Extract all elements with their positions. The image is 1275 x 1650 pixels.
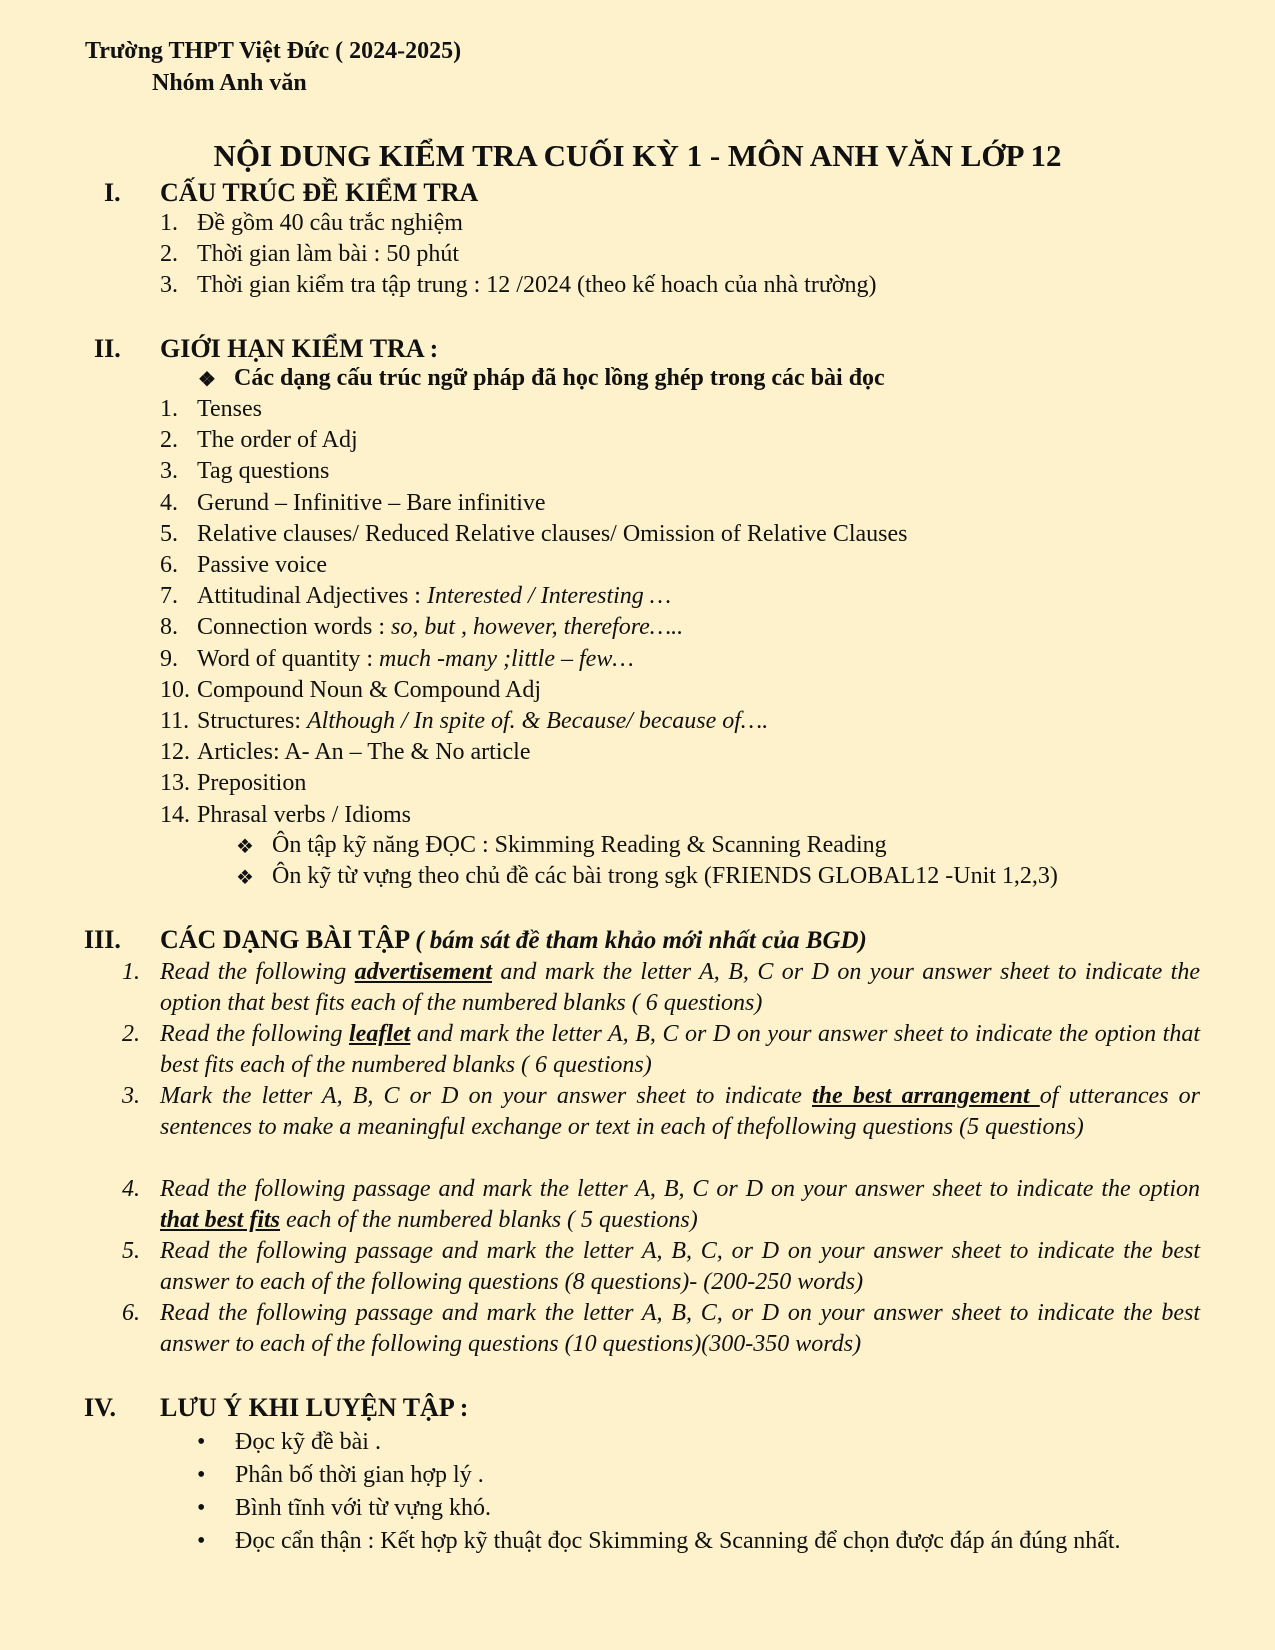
item-text-plain: Relative clauses/ Reduced Relative clauses/ Omission of Relative Clauses (197, 520, 908, 547)
tip-text: Bình tĩnh với từ vựng khó. (235, 1495, 492, 1521)
item-text-plain: Attitudinal Adjectives : (197, 583, 427, 610)
item-text-plain: Phrasal verbs / Idioms (197, 801, 411, 828)
item-emphasis: the best arrangement (812, 1083, 1040, 1109)
item-number: 6. (122, 1300, 140, 1326)
exercise-item (122, 1081, 1200, 1143)
diamond-bullet-icon: ❖ (236, 836, 254, 858)
item-text (197, 677, 541, 704)
extra-text: Ôn tập kỹ năng ĐỌC : Skimming Reading & Scanning Reading (272, 832, 887, 858)
item-text (197, 802, 411, 829)
item-text-plain: Gerund – Infinitive – Bare infinitive (197, 489, 546, 516)
item-text (197, 739, 530, 766)
item-text (160, 1174, 1200, 1236)
item-emphasis: leaflet (349, 1021, 411, 1047)
item-emphasis: advertisement (354, 959, 492, 985)
item-text-part: Read the following passage and mark the letter A, B, C, or D on your answer sheet to indicate the best answer to each of the following questions (10 questions)(300-350 words) (160, 1300, 1200, 1357)
item-text-plain: Word of quantity : (197, 645, 380, 672)
item-text (197, 708, 768, 735)
item-number: 5. (122, 1238, 140, 1264)
section-label-note: ( bám sát đề tham khảo mới nhất của BGD) (415, 927, 867, 954)
exercise-item (122, 1019, 1200, 1081)
item-number: 10. (160, 676, 190, 703)
item-text-plain: Tag questions (197, 458, 330, 485)
tip-item (197, 1525, 1200, 1558)
section-number: I. (104, 178, 121, 207)
item-text-part: Mark the letter A, B, C or D on your answer sheet to indicate (160, 1083, 813, 1109)
item-text: Đề gồm 40 câu trắc nghiệm (197, 210, 463, 236)
item-number: 9. (160, 645, 178, 672)
item-text (160, 1081, 1200, 1143)
item-number: 11. (160, 708, 190, 734)
item-text (197, 552, 327, 579)
item-text-plain: Passive voice (197, 552, 327, 578)
item-number: 2. (160, 427, 178, 454)
item-text (197, 521, 907, 548)
item-text-italic: so, but , however, therefore….. (390, 614, 684, 641)
diamond-bullet-icon: ❖ (198, 369, 216, 391)
section-number: III. (84, 925, 121, 954)
section-number: IV. (84, 1393, 117, 1422)
item-text-part: of utterances or sentences to make a meaningful exchange or text in each of thefollowing questions (5 questions) (160, 1083, 1201, 1140)
item-number: 4. (122, 1176, 140, 1202)
bullet-icon: • (197, 1528, 206, 1554)
item-number: 1. (160, 210, 178, 236)
item-number: 7. (160, 583, 178, 610)
item-text (197, 427, 358, 454)
section-label: LƯU Ý KHI LUYỆN TẬP : (160, 1393, 469, 1422)
item-text-plain: Compound Noun & Compound Adj (197, 676, 542, 703)
bullet-icon: • (197, 1462, 206, 1488)
item-number: 13. (160, 770, 190, 797)
document-title: NỘI DUNG KIỂM TRA CUỐI KỲ 1 - MÔN ANH VĂN LỚP 12 (213, 138, 1062, 173)
item-text-part: each of the numbered blanks ( 5 questions) (280, 1207, 698, 1233)
item-text: Thời gian làm bài : 50 phút (197, 241, 459, 267)
item-text-plain: The order of Adj (197, 427, 358, 454)
tip-text: Đọc cẩn thận : Kết hợp kỹ thuật đọc Skimming & Scanning để chọn được đáp án đúng nhất. (235, 1528, 1121, 1554)
item-text (197, 646, 634, 673)
tip-text: Phân bố thời gian hợp lý . (235, 1462, 484, 1488)
section-label: GIỚI HẠN KIỂM TRA : (160, 334, 439, 363)
tip-item (197, 1459, 1200, 1492)
item-text-plain: Preposition (197, 770, 307, 797)
tip-item (197, 1492, 1200, 1525)
section-label (160, 925, 867, 955)
item-text-part: Read the following passage and mark the letter A, B, C or D on your answer sheet to indicate the option (160, 1176, 1200, 1202)
item-number: 12. (160, 739, 190, 766)
item-text (197, 458, 329, 485)
item-text-part: and mark the letter A, B, C or D on your answer sheet to indicate the option that best fits each of the numbered blanks ( 6 questions) (160, 1021, 1200, 1078)
item-number: 3. (160, 458, 178, 485)
item-number: 8. (160, 614, 178, 641)
item-text (197, 770, 306, 797)
extra-text: Ôn kỹ từ vựng theo chủ đề các bài trong sgk (FRIENDS GLOBAL12 -Unit 1,2,3) (272, 863, 1058, 889)
item-text-part: Read the following (160, 959, 355, 985)
item-text-italic: Interested / Interesting … (426, 583, 672, 610)
item-text (197, 490, 546, 517)
diamond-bullet-icon: ❖ (236, 867, 254, 889)
item-text (160, 1236, 1200, 1298)
item-number: 2. (160, 241, 178, 267)
school-name: Trường THPT Việt Đức ( 2024-2025) (85, 38, 462, 64)
item-text (197, 396, 262, 423)
item-text (197, 583, 671, 610)
item-text (160, 1019, 1200, 1081)
item-text: Thời gian kiểm tra tập trung : 12 /2024 (theo kế hoach của nhà trường) (197, 272, 877, 298)
item-text-plain: Structures: (197, 708, 307, 734)
exercise-item (122, 1236, 1200, 1298)
item-number: 1. (122, 959, 140, 985)
item-text-part: Read the following passage and mark the letter A, B, C, or D on your answer sheet to indicate the best answer to each of the following questions (8 questions)- (200-250 words) (160, 1238, 1200, 1295)
item-number: 1. (160, 396, 178, 422)
section-label-text: CÁC DẠNG BÀI TẬP (160, 925, 416, 954)
item-number: 4. (160, 489, 178, 516)
group-name: Nhóm Anh văn (152, 70, 307, 96)
subheading-text: Các dạng cấu trúc ngữ pháp đã học lồng ghép trong các bài đọc (234, 365, 885, 391)
item-text (197, 614, 683, 641)
item-number: 3. (160, 272, 178, 298)
item-text-part: and mark the letter A, B, C or D on your answer sheet to indicate the option that best fits each of the numbered blanks ( 6 questions) (160, 959, 1200, 1016)
item-text (160, 1298, 1200, 1360)
item-number: 5. (160, 520, 178, 547)
section-number: II. (94, 334, 121, 363)
item-number: 3. (122, 1083, 140, 1109)
item-text-plain: Tenses (197, 396, 262, 422)
tip-text: Đọc kỹ đề bài . (235, 1429, 381, 1455)
exercise-item (122, 1298, 1200, 1360)
item-number: 6. (160, 552, 178, 578)
bullet-icon: • (197, 1429, 206, 1455)
item-number: 14. (160, 801, 190, 828)
item-number: 2. (122, 1021, 140, 1047)
exercise-item (122, 1174, 1200, 1236)
item-text-part: Read the following (160, 1021, 350, 1047)
item-text-plain: Articles: A- An – The & No article (197, 739, 531, 766)
item-text (160, 957, 1200, 1019)
exercise-item (122, 957, 1200, 1019)
bullet-icon: • (197, 1495, 206, 1521)
section-label: CẤU TRÚC ĐỀ KIỂM TRA (160, 178, 479, 207)
item-text-plain: Connection words : (197, 614, 391, 641)
item-text-italic: much -many ;little – few… (379, 645, 634, 672)
item-emphasis: that best fits (160, 1207, 281, 1233)
tip-item (197, 1426, 1200, 1459)
item-text-italic: Although / In spite of. & Because/ because of…. (306, 708, 769, 734)
